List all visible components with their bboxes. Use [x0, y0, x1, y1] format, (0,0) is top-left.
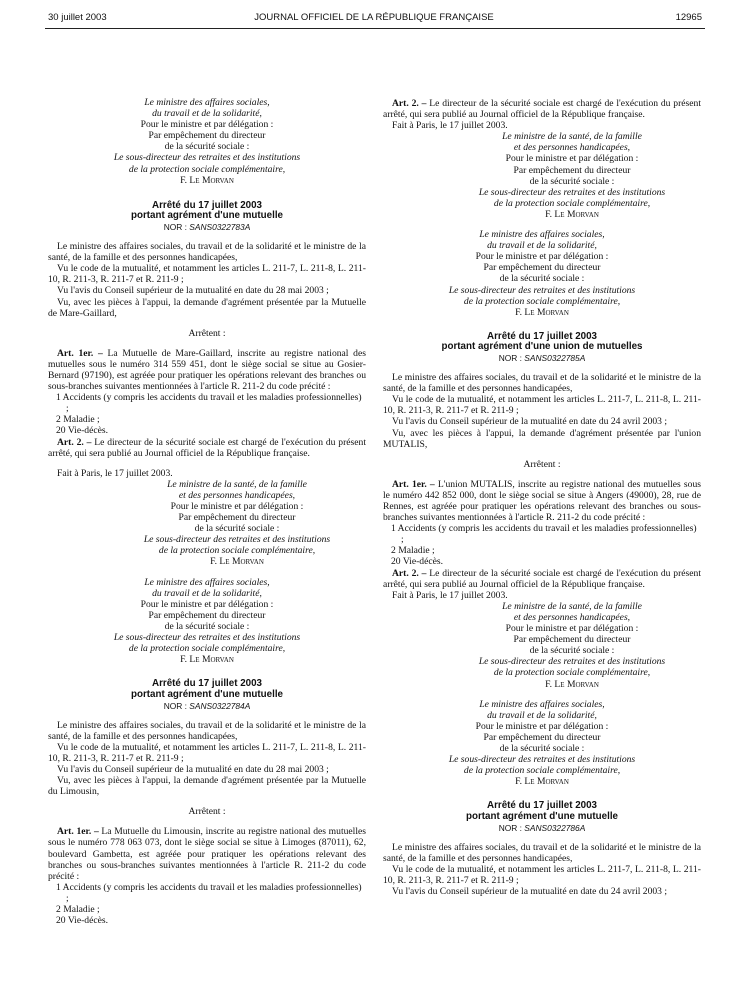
signatory-title: Le sous-directeur des retraites et des institutions — [448, 284, 636, 296]
delegation-line: de la sécurité sociale : — [194, 523, 280, 535]
decree-subtitle: portant agrément d'une mutuelle — [130, 688, 284, 700]
arretent-line: Arrêtent : — [523, 458, 561, 470]
signature-block — [48, 577, 366, 666]
signatory-title: de la protection sociale complémentaire, — [128, 163, 286, 175]
signatory-title: Le ministre de la santé, de la famille — [502, 131, 642, 143]
list-item: 1 Accidents (y compris les accidents du travail et les maladies professionnelles) ; — [56, 881, 362, 904]
article: Art. 1er. – La Mutuelle du Limousin, inscrite au registre national des mutuelles sous le numéro 778 063 073, dont le siège social se situe à Limoges (87011), 62, boulevard Gambetta, est agréée pour pratiquer les opérations relevant des branches ou sous-branches suivantes mentionnées à l'article R. 211-2 du code précité : — [48, 826, 366, 882]
list-item: 1 Accidents (y compris les accidents du travail et les maladies professionnelles) ; — [391, 523, 697, 546]
delegation-line: de la sécurité sociale : — [164, 141, 250, 153]
signatory-title: Le sous-directeur des retraites et des institutions — [143, 534, 331, 546]
signatory-title: Le sous-directeur des retraites et des institutions — [113, 632, 301, 644]
list-item: 20 Vie-décès. — [56, 915, 108, 927]
article: Art. 1er. – La Mutuelle de Mare-Gaillard, inscrite au registre national des mutuelles sous le numéro 314 559 451, dont le siège social se situe au Gosier-Bernard (97190), est agréée pour pratiquer les opérations relevant des branches ou sous-branches suivantes mentionnées à l'article R. 211-2 du code précité : — [48, 347, 366, 393]
delegation-line: Pour le ministre et par délégation : — [505, 623, 639, 635]
paragraph: Le ministre des affaires sociales, du travail et de la solidarité et le ministre de la santé, de la famille et des personnes handicapées, — [48, 241, 366, 264]
delegation-line: Pour le ministre et par délégation : — [170, 501, 304, 512]
paragraph: Vu le code de la mutualité, et notamment les articles L. 211-7, L. 211-8, L. 211-10, R. 211-3, R. 211-7 et R. 211-9 ; — [48, 263, 366, 286]
arretent-line: Arrêtent : — [188, 806, 226, 818]
delegation-line: Par empêchement du directeur — [148, 609, 266, 621]
delegation-line: Pour le ministre et par délégation : — [140, 119, 274, 131]
delegation-line: Pour le ministre et par délégation : — [140, 598, 274, 610]
delegation-line: de la sécurité sociale : — [499, 273, 585, 285]
branch-list — [383, 523, 701, 567]
header-rule — [45, 28, 705, 29]
decree-title: Arrêté du 17 juillet 2003 — [487, 330, 597, 342]
signatory-title: et des personnes handicapées, — [178, 489, 296, 501]
delegation-line: Pour le ministre et par délégation : — [475, 720, 609, 732]
delegation-line: Par empêchement du directeur — [483, 262, 601, 274]
paragraph: Vu, avec les pièces à l'appui, la demande d'agrément présentée par la Mutuelle de Mare-Gaillard, — [48, 296, 366, 319]
nor-reference: NOR : SANS0322783A — [163, 221, 251, 232]
signatory-title: de la protection sociale complémentaire, — [158, 545, 316, 557]
journal-title: JOURNAL OFFICIEL DE LA RÉPUBLIQUE FRANÇAISE — [254, 12, 494, 23]
branch-list — [48, 392, 366, 436]
paragraph: Vu le code de la mutualité, et notamment les articles L. 211-7, L. 211-8, L. 211-10, R. 211-3, R. 211-7 et R. 211-9 ; — [383, 863, 701, 886]
signatory-title: Le sous-directeur des retraites et des institutions — [478, 656, 666, 668]
signatory-name: F. Le Morvan — [210, 556, 264, 568]
list-item: 20 Vie-décès. — [391, 556, 443, 568]
signatory-title: Le ministre des affaires sociales, — [479, 229, 605, 241]
delegation-line: de la sécurité sociale : — [529, 645, 615, 657]
paragraph: Vu l'avis du Conseil supérieur de la mutualité en date du 24 avril 2003 ; — [392, 886, 668, 897]
delegation-line: Par empêchement du directeur — [513, 164, 631, 176]
list-item: 1 Accidents (y compris les accidents du travail et les maladies professionnelles) ; — [56, 392, 362, 415]
list-item: 2 Maladie ; — [56, 904, 100, 915]
signature-block — [48, 97, 366, 186]
signatory-name: F. Le Morvan — [545, 678, 599, 690]
signatory-title: de la protection sociale complémentaire, — [463, 765, 621, 777]
signatory-title: du travail et de la solidarité, — [152, 587, 262, 599]
page-number: 12965 — [675, 12, 702, 23]
list-item: 2 Maladie ; — [391, 545, 435, 557]
signature-block — [383, 601, 701, 690]
signatory-name: F. Le Morvan — [180, 654, 234, 666]
signatory-title: de la protection sociale complémentaire, — [128, 643, 286, 655]
signatory-name: F. Le Morvan — [545, 208, 599, 220]
decree-subtitle: portant agrément d'une union de mutuelles — [441, 341, 643, 353]
signature-block — [383, 131, 701, 220]
paragraph: Le ministre des affaires sociales, du travail et de la solidarité et le ministre de la santé, de la famille et des personnes handicapées, — [48, 719, 366, 742]
paragraph: Vu, avec les pièces à l'appui, la demande d'agrément présentée par l'union MUTALIS, — [383, 427, 701, 450]
signatory-title: de la protection sociale complémentaire, — [493, 197, 651, 209]
arretent-line: Arrêtent : — [188, 327, 226, 339]
signatory-title: Le sous-directeur des retraites et des institutions — [478, 186, 666, 198]
signatory-title: Le ministre des affaires sociales, — [144, 97, 270, 108]
page-header — [0, 0, 748, 30]
delegation-line: Par empêchement du directeur — [178, 512, 296, 524]
article: Art. 2. – Le directeur de la sécurité sociale est chargé de l'exécution du présent arrêté, qui sera publié au Journal officiel de la République française. — [383, 567, 701, 590]
signature-block — [383, 699, 701, 788]
signatory-title: Le ministre de la santé, de la famille — [502, 600, 642, 612]
issue-date: 30 juillet 2003 — [48, 12, 107, 23]
signatory-title: et des personnes handicapées, — [513, 611, 631, 623]
decree-subtitle: portant agrément d'une mutuelle — [130, 210, 284, 222]
signatory-title: du travail et de la solidarité, — [487, 709, 597, 721]
delegation-line: de la sécurité sociale : — [499, 742, 585, 754]
signatory-name: F. Le Morvan — [515, 776, 569, 788]
paragraph: Vu, avec les pièces à l'appui, la demande d'agrément présentée par la Mutuelle du Limousin, — [48, 775, 366, 798]
signatory-title: du travail et de la solidarité, — [487, 240, 597, 252]
signatory-title: de la protection sociale complémentaire, — [463, 295, 621, 307]
article: Art. 2. – Le directeur de la sécurité sociale est chargé de l'exécution du présent arrêté, qui sera publié au Journal officiel de la République française. — [383, 98, 701, 121]
article: Art. 2. – Le directeur de la sécurité sociale est chargé de l'exécution du présent arrêté, qui sera publié au Journal officiel de la République française. — [48, 436, 366, 459]
signatory-title: du travail et de la solidarité, — [152, 108, 262, 120]
nor-reference: NOR : SANS0322786A — [498, 822, 586, 833]
decree-title: Arrêté du 17 juillet 2003 — [152, 678, 262, 690]
delegation-line: Par empêchement du directeur — [513, 634, 631, 646]
signatory-name: F. Le Morvan — [515, 306, 569, 318]
paragraph: Vu le code de la mutualité, et notamment les articles L. 211-7, L. 211-8, L. 211-10, R. 211-3, R. 211-7 et R. 211-9 ; — [383, 394, 701, 417]
place-date: Fait à Paris, le 17 juillet 2003. — [392, 120, 508, 132]
decree-title: Arrêté du 17 juillet 2003 — [487, 800, 597, 812]
right-column — [383, 98, 701, 897]
signatory-title: Le ministre des affaires sociales, — [479, 698, 605, 710]
paragraph: Le ministre des affaires sociales, du travail et de la solidarité et le ministre de la santé, de la famille et des personnes handicapées, — [383, 841, 701, 864]
signatory-title: et des personnes handicapées, — [513, 142, 631, 154]
nor-reference: NOR : SANS0322784A — [163, 700, 251, 711]
signature-block — [48, 479, 366, 568]
article: Art. 1er. – L'union MUTALIS, inscrite au registre national des mutuelles sous le numéro 442 852 000, dont le siège social se situe à Angers (49000), 28, rue de Rennes, est agréée pour pratiquer les opérations relevant des branches ou sous-branches suivantes mentionnées à l'article R. 211-2 du code précité : — [383, 478, 701, 524]
decree-subtitle: portant agrément d'une mutuelle — [465, 810, 619, 822]
list-item: 20 Vie-décès. — [56, 425, 108, 437]
paragraph: Vu l'avis du Conseil supérieur de la mutualité en date du 24 avril 2003 ; — [392, 416, 668, 428]
signatory-title: Le sous-directeur des retraites et des institutions — [113, 152, 301, 164]
delegation-line: Par empêchement du directeur — [483, 731, 601, 743]
list-item: 2 Maladie ; — [56, 414, 100, 426]
paragraph: Vu le code de la mutualité, et notamment les articles L. 211-7, L. 211-8, L. 211-10, R. 211-3, R. 211-7 et R. 211-9 ; — [48, 741, 366, 764]
paragraph: Vu l'avis du Conseil supérieur de la mutualité en date du 28 mai 2003 ; — [57, 763, 329, 775]
delegation-line: de la sécurité sociale : — [529, 175, 615, 187]
delegation-line: Pour le ministre et par délégation : — [475, 251, 609, 263]
signatory-name: F. Le Morvan — [180, 174, 234, 186]
decree-title: Arrêté du 17 juillet 2003 — [152, 199, 262, 211]
delegation-line: Pour le ministre et par délégation : — [505, 153, 639, 165]
branch-list — [48, 882, 366, 926]
signatory-title: Le sous-directeur des retraites et des institutions — [448, 754, 636, 766]
signatory-title: Le ministre des affaires sociales, — [144, 576, 270, 588]
signatory-title: Le ministre de la santé, de la famille — [167, 478, 307, 490]
place-date: Fait à Paris, le 17 juillet 2003. — [392, 589, 508, 601]
left-column — [48, 96, 366, 926]
nor-reference: NOR : SANS0322785A — [498, 352, 586, 363]
paragraph: Vu l'avis du Conseil supérieur de la mutualité en date du 28 mai 2003 ; — [57, 285, 329, 297]
signatory-title: de la protection sociale complémentaire, — [493, 667, 651, 679]
place-date: Fait à Paris, le 17 juillet 2003. — [57, 467, 173, 479]
paragraph: Le ministre des affaires sociales, du travail et de la solidarité et le ministre de la santé, de la famille et des personnes handicapées, — [383, 372, 701, 395]
delegation-line: Par empêchement du directeur — [148, 130, 266, 142]
signature-block — [383, 229, 701, 318]
delegation-line: de la sécurité sociale : — [164, 620, 250, 632]
